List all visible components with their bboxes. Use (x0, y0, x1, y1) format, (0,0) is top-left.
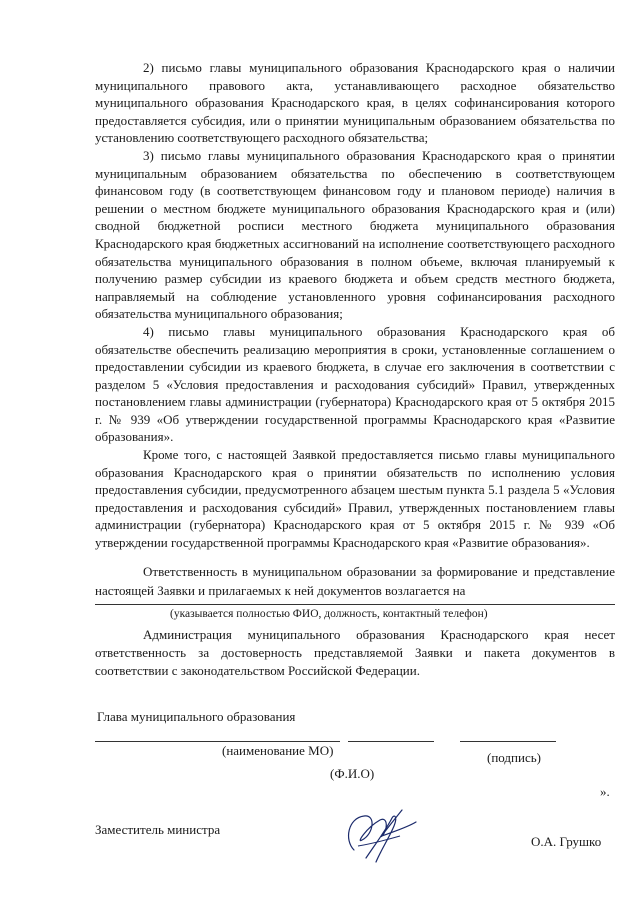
deputy-title: Заместитель министра (95, 822, 221, 837)
administration-text (95, 626, 615, 680)
paragraph-2: 2) письмо главы муниципального образования Краснодарского края о наличии муниципального правового акта, устанавливающего расходное обязательство муниципального образования Краснодарского края, в целях софинансирования которого предоставляется субсидия, или о принятии муниципальным образованием обязательства по установлению соответствующего расходного обязательства; (95, 60, 615, 146)
responsibility-paragraph: Ответственность в муниципальном образовании за формирование и представление настоящей Заявки и прилагаемых к ней документов возлагается на (95, 564, 615, 598)
deputy-name: О.А. Грушко (531, 834, 602, 849)
fio-short-caption: (Ф.И.О) (330, 766, 375, 781)
head-label: Глава муниципального образования (97, 709, 296, 724)
closing-quote: ». (600, 784, 610, 799)
handwritten-signature (336, 800, 426, 870)
fio-line (348, 741, 434, 742)
responsible-person-line (95, 604, 615, 605)
paragraph-4: 4) письмо главы муниципального образования Краснодарского края об обязательстве обеспечить реализацию мероприятия в сроки, установленные соглашением о предоставлении субсидии из краевого бюджета, в случае его заключения в соответствии с разделом 5 «Условия предоставления и расходования субсидий» Правил, утвержденных постановлением главы администрации (губернатора) Краснодарского края от 5 октября 2015 г. № 939 «Об утверждении государственной программы Краснодарского края «Развитие образования». (95, 323, 615, 445)
fio-caption: (указывается полностью ФИО, должность, контактный телефон) (170, 608, 488, 620)
signature-caption: (подпись) (487, 750, 541, 765)
paragraph-additional: Кроме того, с настоящей Заявкой предоставляется письмо главы муниципального образования Краснодарского края о принятии обязательств по исполнению условия предоставления субсидии, предусмотренного абзацем шестым пункта 5.1 раздела 5 «Условия предоставления и расходования субсидий» Правил, утвержденных постановлением главы администрации (губернатора) Краснодарского края от 5 октября 2015 г. № 939 «Об утверждении государственной программы Краснодарского края «Развитие образования». (95, 447, 615, 551)
paragraph-3: 3) письмо главы муниципального образования Краснодарского края о принятии муниципальным образованием обязательства по обеспечению в соответствующем финансовом году (в соответствующем финансовом году и плановом периоде) наличия в решении о местном бюджете муниципального образования Краснодарского края и (или) сводной бюджетной росписи местного бюджета муниципального образования Краснодарского края бюджетных ассигнований на исполнение соответствующего расходного обязательства муниципального образования в полном объеме, включая планируемый к получению размер субсидии из краевого бюджета и объем средств местного бюджета, направляемый на соблюдение установленного уровня софинансирования расходного обязательства муниципального образования; (95, 147, 615, 322)
signature-line (460, 741, 556, 742)
name-mo-caption: (наименование МО) (222, 743, 334, 758)
administration-paragraph: Администрация муниципального образования Краснодарского края несет ответственность за достоверность представляемой Заявки и пакета документов в соответствии с законодательством Российской Федерации. (95, 627, 615, 678)
mo-name-line (95, 741, 340, 742)
responsibility-text (95, 562, 615, 600)
main-body (95, 59, 615, 552)
